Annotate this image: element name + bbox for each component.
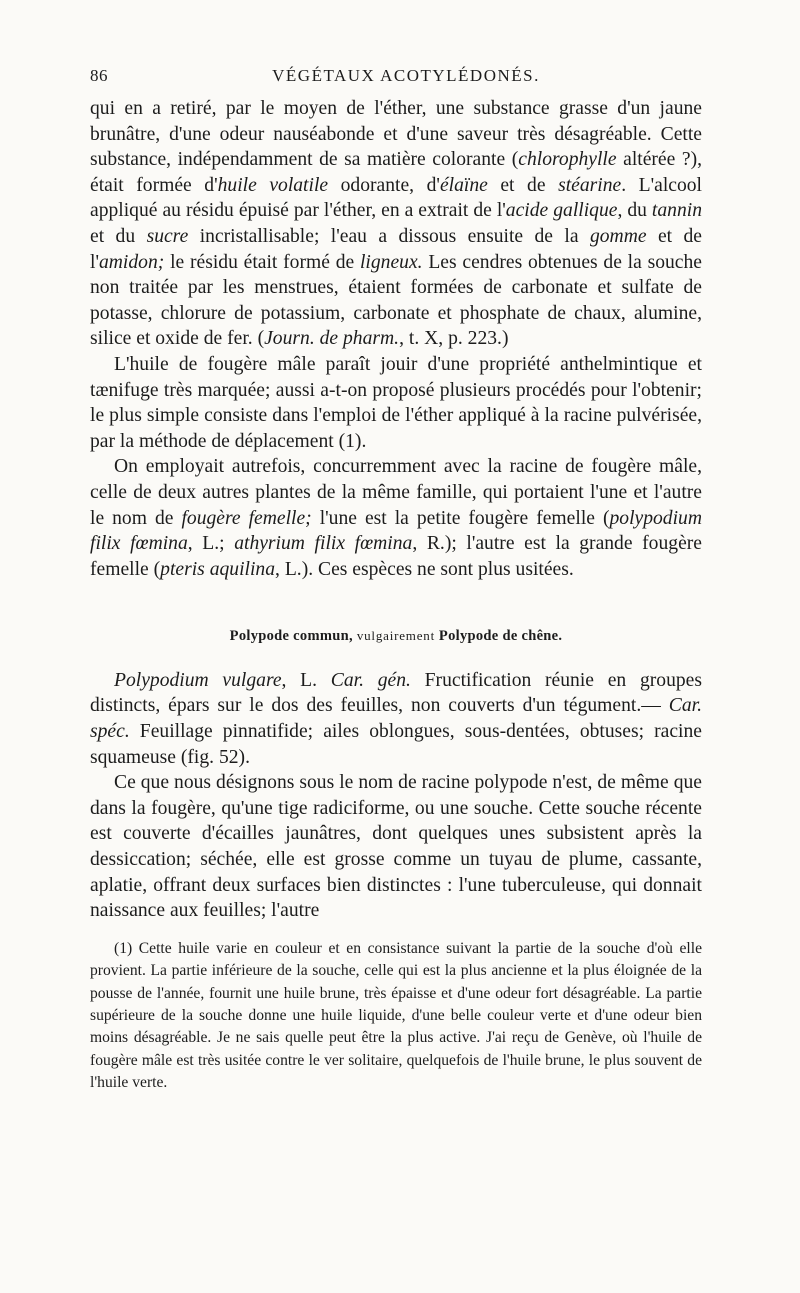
- paragraph-species-characters: [90, 668, 702, 770]
- italic-term: tannin: [651, 200, 702, 222]
- text-run: . L'alcool appliqué au résidu épuisé par l'éther, en a extrait de l': [90, 174, 702, 222]
- italic-term: huile volatile: [217, 174, 329, 196]
- text-run: , du: [617, 200, 652, 222]
- paragraph-anthelmintic-oil: L'huile de fougère mâle paraît jouir d'une propriété anthelmintique et tænifuge très marquée; aussi a-t-on proposé plusieurs procédés pour l'obtenir; le plus simple consiste dans l'emploi de l'éther appliqué à la racine pulvérisée, par la méthode de déplacement (1).: [90, 353, 702, 452]
- text-run: Fructification réunie en groupes distincts, épars sur le dos des feuilles, non couverts d'un tégument.—: [90, 669, 702, 717]
- footnote-block: [90, 938, 702, 1095]
- main-text: [90, 96, 702, 924]
- italic-term: élaïne: [439, 174, 488, 196]
- paragraph-female-fern: [90, 454, 702, 582]
- italic-term: Car. gén.: [330, 669, 411, 691]
- text-run: , L.: [281, 669, 331, 691]
- italic-term: chlorophylle: [518, 149, 617, 171]
- paragraph-rhizome-description: Ce que nous désignons sous le nom de racine polypode n'est, de même que dans la fougère, qu'une tige radiciforme, ou une souche. Cette souche récente est couverte d'écailles jaunâtres, dont quelques unes subsistent après la dessiccation; séchée, elle est grosse comme un tuyau de plume, cassante, aplatie, offrant deux surfaces bien distinctes : l'une tuberculeuse, qui donnait naissance aux feuilles; l'autre: [90, 772, 702, 922]
- paragraph-ether-analysis: [90, 96, 702, 352]
- italic-term: acide gallique: [505, 200, 618, 222]
- text-run: et de l': [90, 225, 702, 273]
- italic-term: Polypodium vulgare: [114, 669, 282, 691]
- section-heading-main: Polypode commun: [229, 628, 349, 645]
- italic-term: stéarine: [558, 174, 622, 196]
- text-run: , R.); l'autre est la grande fougère femelle (: [90, 533, 702, 580]
- section-heading-note: vulgairement: [356, 628, 435, 644]
- text-run: altérée ?), était formée d': [90, 149, 702, 196]
- text-run: odorante, d': [328, 174, 440, 196]
- italic-term: Journ. de pharm.: [264, 328, 400, 350]
- italic-term: gomme: [589, 225, 647, 247]
- italic-term: polypodium filix fœmina: [90, 507, 702, 555]
- section-heading-alt: Polypode de chêne.: [435, 628, 563, 645]
- text-run: , t. X, p. 223.): [399, 328, 509, 350]
- text-run: Feuillage pinnatifide; ailes oblongues, sous-dentées, obtuses; racine squameuse (fig. 52).: [90, 721, 702, 768]
- section-heading: [90, 623, 702, 650]
- italic-term: pteris aquilina: [160, 558, 276, 580]
- text-run: et de: [487, 174, 559, 196]
- italic-term: sucre: [146, 225, 189, 247]
- italic-term: ligneux.: [359, 251, 423, 273]
- page-number: 86: [90, 66, 108, 85]
- text-run: , L.). Ces espèces ne sont plus usitées.: [275, 558, 574, 580]
- italic-term: fougère femelle;: [181, 507, 312, 529]
- text-run: Les cendres obtenues de la souche non traitée par les menstrues, étaient formées de carbonate et sulfate de potasse, chlorure de potassium, carbonate et phosphate de chaux, alumine, silice et oxide de fer. (: [90, 251, 702, 350]
- footnote-1: (1) Cette huile varie en couleur et en consistance suivant la partie de la souche d'où elle provient. La partie inférieure de la souche, celle qui est la plus ancienne et la plus éloignée de la pousse de l'année, fournit une huile brune, très épaisse et d'une odeur fort désagréable. La partie supérieure de la souche donne une huile liquide, d'une belle couleur verte et d'une odeur bien moins désagréable. Je ne sais quelle peut être la plus active. J'ai reçu de Genève, où l'huile de fougère mâle est très usitée contre le ver solitaire, quelquefois de l'huile brune, le plus souvent de l'huile verte.: [90, 939, 702, 1092]
- text-run: On employait autrefois, concurremment avec la racine de fougère mâle, celle de deux autres plantes de la même famille, qui portaient l'une et l'autre le nom de: [90, 456, 702, 529]
- text-run: et du: [90, 225, 147, 247]
- text-run: qui en a retiré, par le moyen de l'éther, une substance grasse d'un jaune brunâtre, d'une odeur nauséabonde et d'une saveur très désagréable. Cette substance, indépendamment de sa matière colorante (: [90, 98, 702, 171]
- italic-term: amidon;: [98, 251, 165, 273]
- running-title: VÉGÉTAUX ACOTYLÉDONÉS.: [272, 66, 540, 85]
- italic-term: athyrium filix fœmina: [234, 533, 413, 555]
- running-header: [90, 66, 702, 96]
- text-run: le résidu était formé de: [164, 251, 360, 273]
- text-run: , L.;: [187, 533, 235, 555]
- text-run: incristallisable; l'eau a dissous ensuite de la: [188, 225, 590, 247]
- book-page: [90, 66, 702, 1095]
- text-run: l'une est la petite fougère femelle (: [311, 507, 610, 529]
- section-heading-separator: ,: [348, 628, 357, 645]
- italic-term: Car. spéc.: [90, 695, 702, 743]
